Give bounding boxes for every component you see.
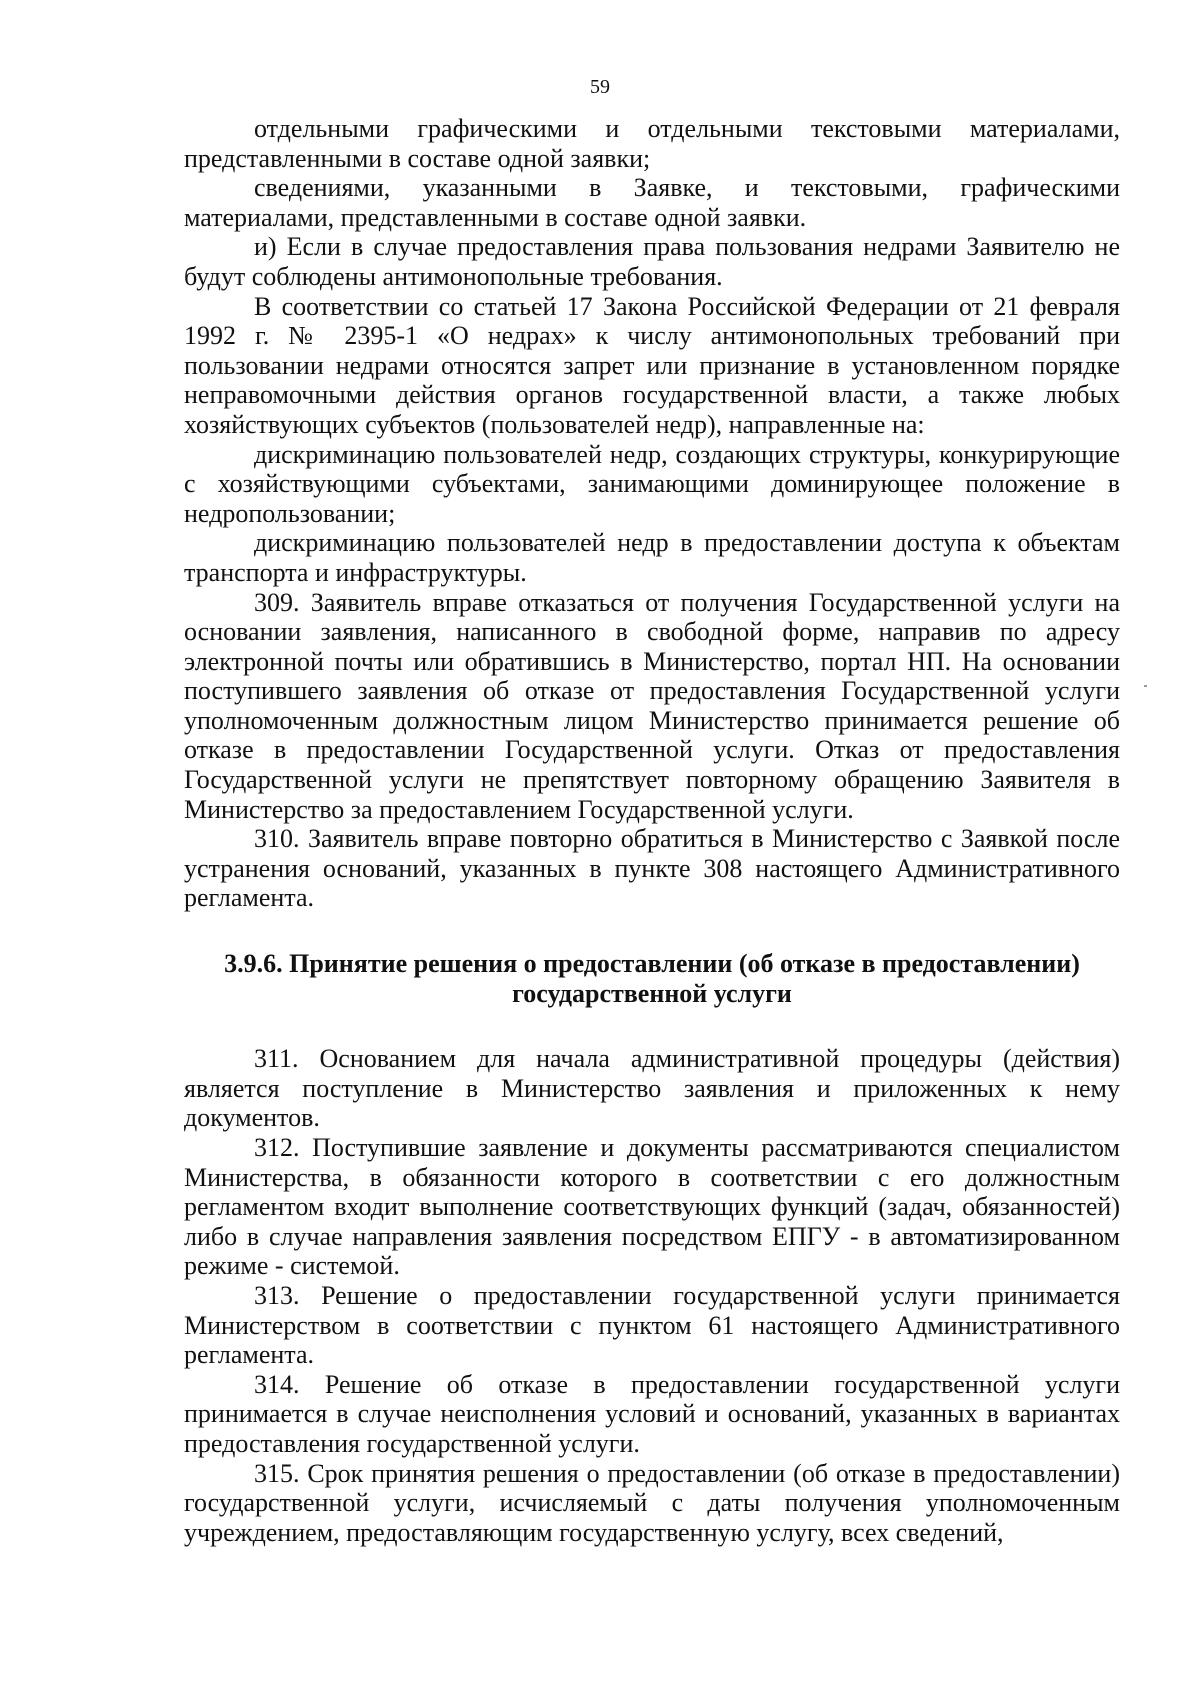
paragraph-309: 309. Заявитель вправе отказаться от получения Государственной услуги на основании заявления, написанного в свободной форме, направив по адресу электронной почты или обратившись в Министерство, портал НП. На основании поступившего заявления об отказе от предоставления Государственной услуги уполномоченным должностным лицом Министерство принимается решение об отказе в предоставлении Государственной услуги. Отказ от предоставления Государственной услуги не препятствует повторному обращению Заявителя в Министерство за предоставлением Государственной услуги. [184,587,1120,824]
section-heading-line: 3.9.6. Принятие решения о предоставлении (об отказе в предоставлении) [224,949,1080,979]
paragraph: дискриминацию пользователей недр, создающих структуры, конкурирующие с хозяйствующими субъектами, занимающими доминирующее положение в недропользовании; [184,439,1120,528]
scan-artifact-dot [1144,685,1147,687]
paragraph-313: 313. Решение о предоставлении государственной услуги принимается Министерством в соответствии с пунктом 61 настоящего Административного регламента. [184,1280,1120,1370]
paragraph: отдельными графическими и отдельными текстовыми материалами, представленными в составе одной заявки; [184,114,1120,173]
paragraph-310: 310. Заявитель вправе повторно обратиться в Министерство с Заявкой после устранения оснований, указанных в пункте 308 настоящего Административного регламента. [184,824,1120,913]
page-number: 59 [590,76,610,98]
paragraph-314: 314. Решение об отказе в предоставлении государственной услуги принимается в случае неисполнения условий и оснований, указанных в вариантах предоставления государственной услуги. [184,1369,1120,1458]
section-heading [184,949,1120,1008]
paragraph: дискриминацию пользователей недр в предоставлении доступа к объектам транспорта и инфраструктуры. [184,528,1120,587]
paragraph-311: 311. Основанием для начала административной процедуры (действия) является поступление в Министерство заявления и приложенных к нему документов. [184,1044,1120,1133]
paragraph: сведениями, указанными в Заявке, и текстовыми, графическими материалами, представленными в составе одной заявки. [184,173,1120,232]
paragraph: и) Если в случае предоставления права пользования недрами Заявителю не будут соблюдены антимонопольные требования. [184,232,1120,291]
section-heading-line: государственной услуги [512,978,792,1008]
document-body [184,114,1120,1547]
paragraph-312: 312. Поступившие заявление и документы рассматриваются специалистом Министерства, в обязанности которого в соответствии с его должностным регламентом входит выполнение соответствующих функций (задач, обязанностей) либо в случае направления заявления посредством ЕПГУ - в автоматизированном режиме - системой. [184,1133,1120,1281]
paragraph: В соответствии со статьей 17 Закона Российской Федерации от 21 февраля 1992 г. № 2395-1 «О недрах» к числу антимонопольных требований при пользовании недрами относятся запрет или признание в установленном порядке неправомочными действия органов государственной власти, а также любых хозяйствующих субъектов (пользователей недр), направленные на: [184,291,1120,439]
paragraph-315: 315. Срок принятия решения о предоставлении (об отказе в предоставлении) государственной услуги, исчисляемый с даты получения уполномоченным учреждением, предоставляющим государственную услугу, всех сведений, [184,1458,1120,1547]
